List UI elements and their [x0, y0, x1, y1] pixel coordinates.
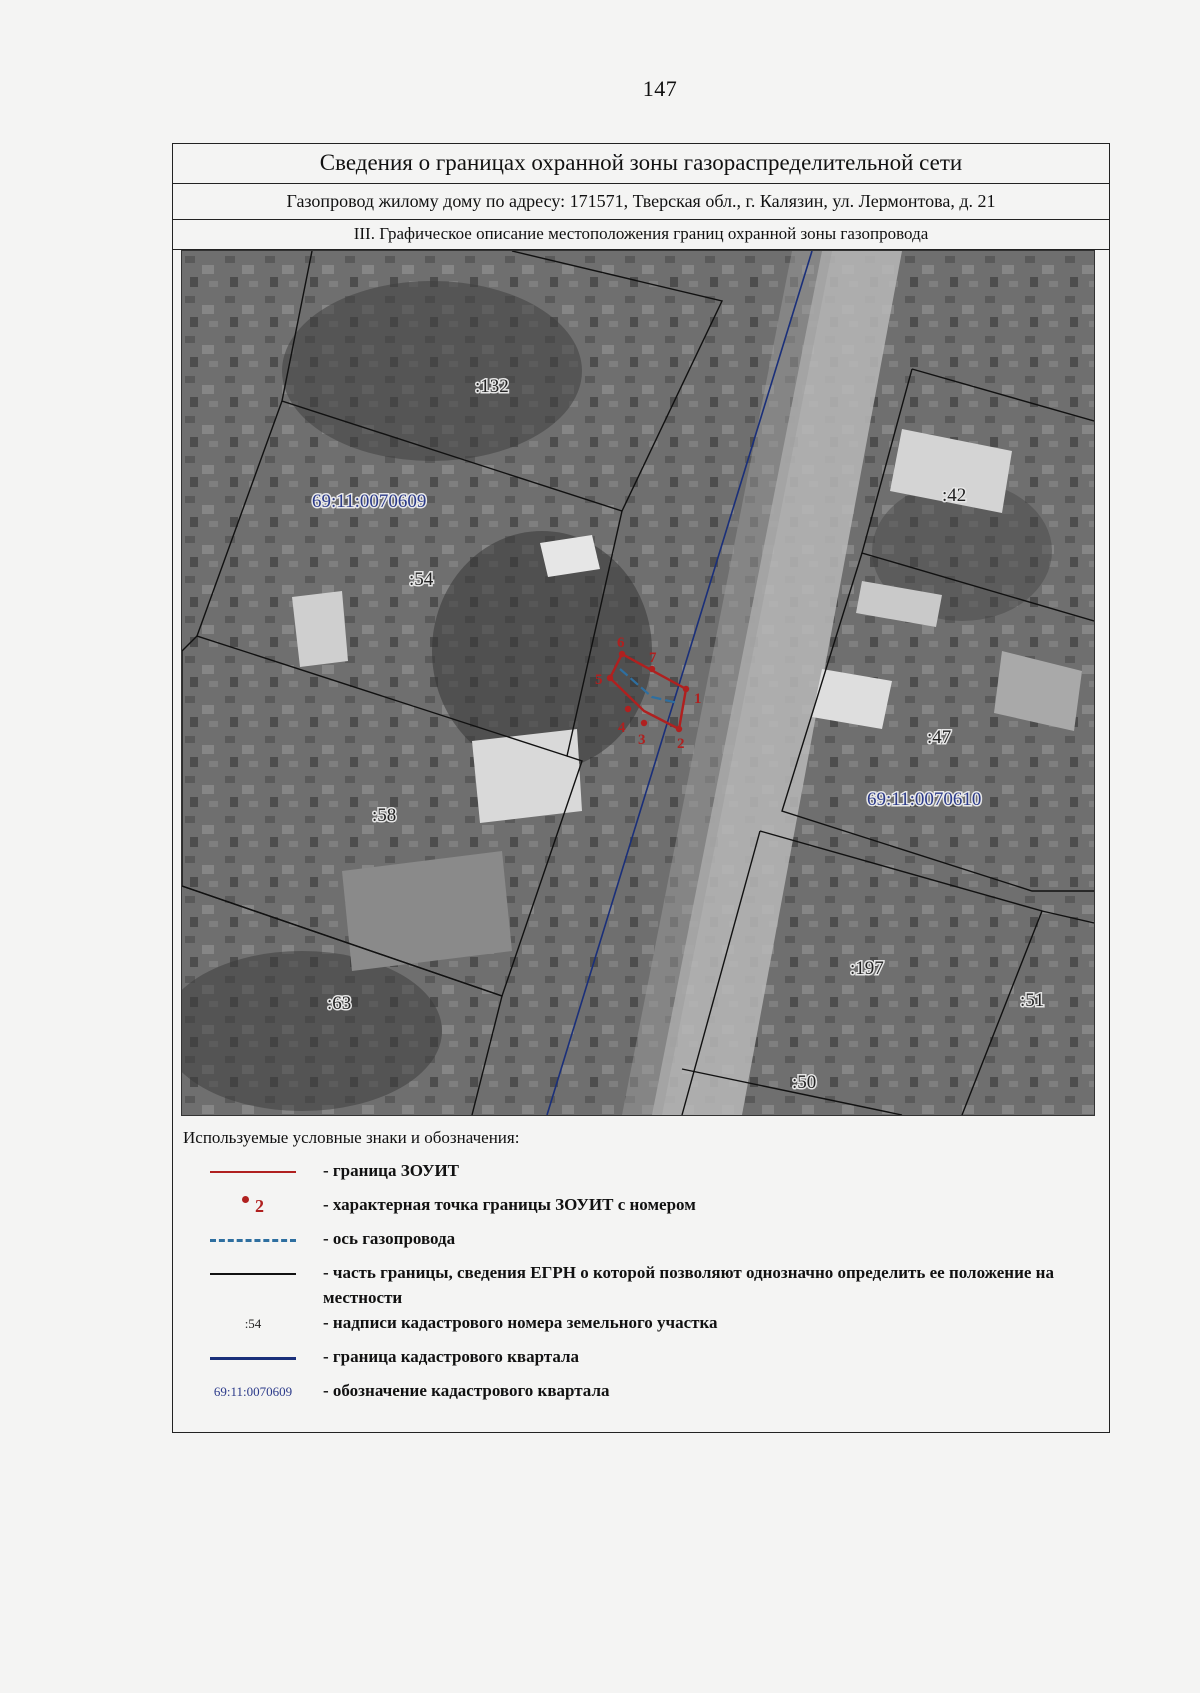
legend-item-gas-axis — [183, 1226, 1083, 1260]
legend-text: - надписи кадастрового номера земельного участка — [323, 1313, 718, 1332]
building — [342, 851, 512, 971]
point-label: 6 — [617, 635, 625, 651]
boundary-point-6 — [619, 651, 625, 657]
boundary-point-7 — [649, 666, 655, 672]
red-point-symbol — [183, 1192, 323, 1220]
boundary-point-3 — [641, 720, 647, 726]
blue-dashed-line-symbol — [183, 1226, 323, 1254]
legend-item-quarter-label — [183, 1378, 1083, 1412]
parcel-label: :197 — [850, 958, 884, 979]
legend-item-zouit-boundary — [183, 1158, 1083, 1192]
parcel-label: :63 — [327, 993, 352, 1014]
parcel-label: :58 — [372, 805, 397, 826]
legend-text: - граница кадастрового квартала — [323, 1347, 580, 1366]
legend-item-parcel-boundary — [183, 1260, 1083, 1310]
boundary-point-4 — [625, 706, 631, 712]
quarter-label: 69:11:0070609 — [312, 491, 427, 512]
black-line-symbol — [183, 1260, 323, 1288]
parcel-label: :132 — [475, 376, 509, 397]
legend-item-boundary-point — [183, 1192, 1083, 1226]
boundary-point-5 — [607, 675, 613, 681]
legend-title: Используемые условные знаки и обозначения: — [183, 1128, 520, 1147]
navy-line-symbol — [183, 1344, 323, 1372]
section-heading: III. Графическое описание местоположения границ охранной зоны газопровода — [173, 220, 1109, 250]
point-label: 2 — [677, 736, 685, 752]
page-number: 147 — [642, 76, 678, 101]
legend-item-parcel-label — [183, 1310, 1083, 1344]
vegetation — [282, 281, 582, 461]
legend-item-quarter-boundary — [183, 1344, 1083, 1378]
point-label: 4 — [618, 720, 626, 736]
point-label: 3 — [638, 732, 646, 748]
parcel-label: :42 — [942, 485, 967, 506]
legend-text: - граница ЗОУИТ — [323, 1161, 459, 1180]
parcel-label: :50 — [792, 1072, 817, 1093]
quarter-label: 69:11:0070610 — [867, 789, 982, 810]
boundary-point-2 — [676, 726, 682, 732]
legend-text: - часть границы, сведения ЕГРН о которой позволяют однозначно определить ее положение на местности — [323, 1263, 1054, 1307]
red-line-symbol — [183, 1158, 323, 1186]
parcel-label: :47 — [927, 727, 952, 748]
point-label: 7 — [649, 650, 657, 666]
legend-text: - обозначение кадастрового квартала — [323, 1381, 610, 1400]
point-label: 5 — [595, 672, 603, 688]
point-label: 1 — [694, 691, 702, 707]
parcel-label-symbol: :54 — [244, 1316, 262, 1331]
point-symbol-number: 2 — [255, 1195, 264, 1216]
aerial-map — [181, 250, 1095, 1116]
document-title: Сведения о границах охранной зоны газораспределительной сети — [173, 144, 1109, 184]
parcel-label: :51 — [1020, 990, 1045, 1011]
legend-text: - ось газопровода — [323, 1229, 456, 1248]
document-frame — [172, 143, 1110, 1433]
legend — [183, 1128, 1083, 1412]
building — [292, 591, 348, 667]
map-svg — [182, 251, 1094, 1115]
boundary-point-1 — [683, 686, 689, 692]
parcel-label: :54 — [409, 569, 434, 590]
legend-text: - характерная точка границы ЗОУИТ с номером — [323, 1195, 696, 1214]
quarter-label-symbol: 69:11:0070609 — [213, 1384, 293, 1399]
object-address: Газопровод жилому дому по адресу: 171571, Тверская обл., г. Калязин, ул. Лермонтова, д. 21 — [173, 184, 1109, 220]
